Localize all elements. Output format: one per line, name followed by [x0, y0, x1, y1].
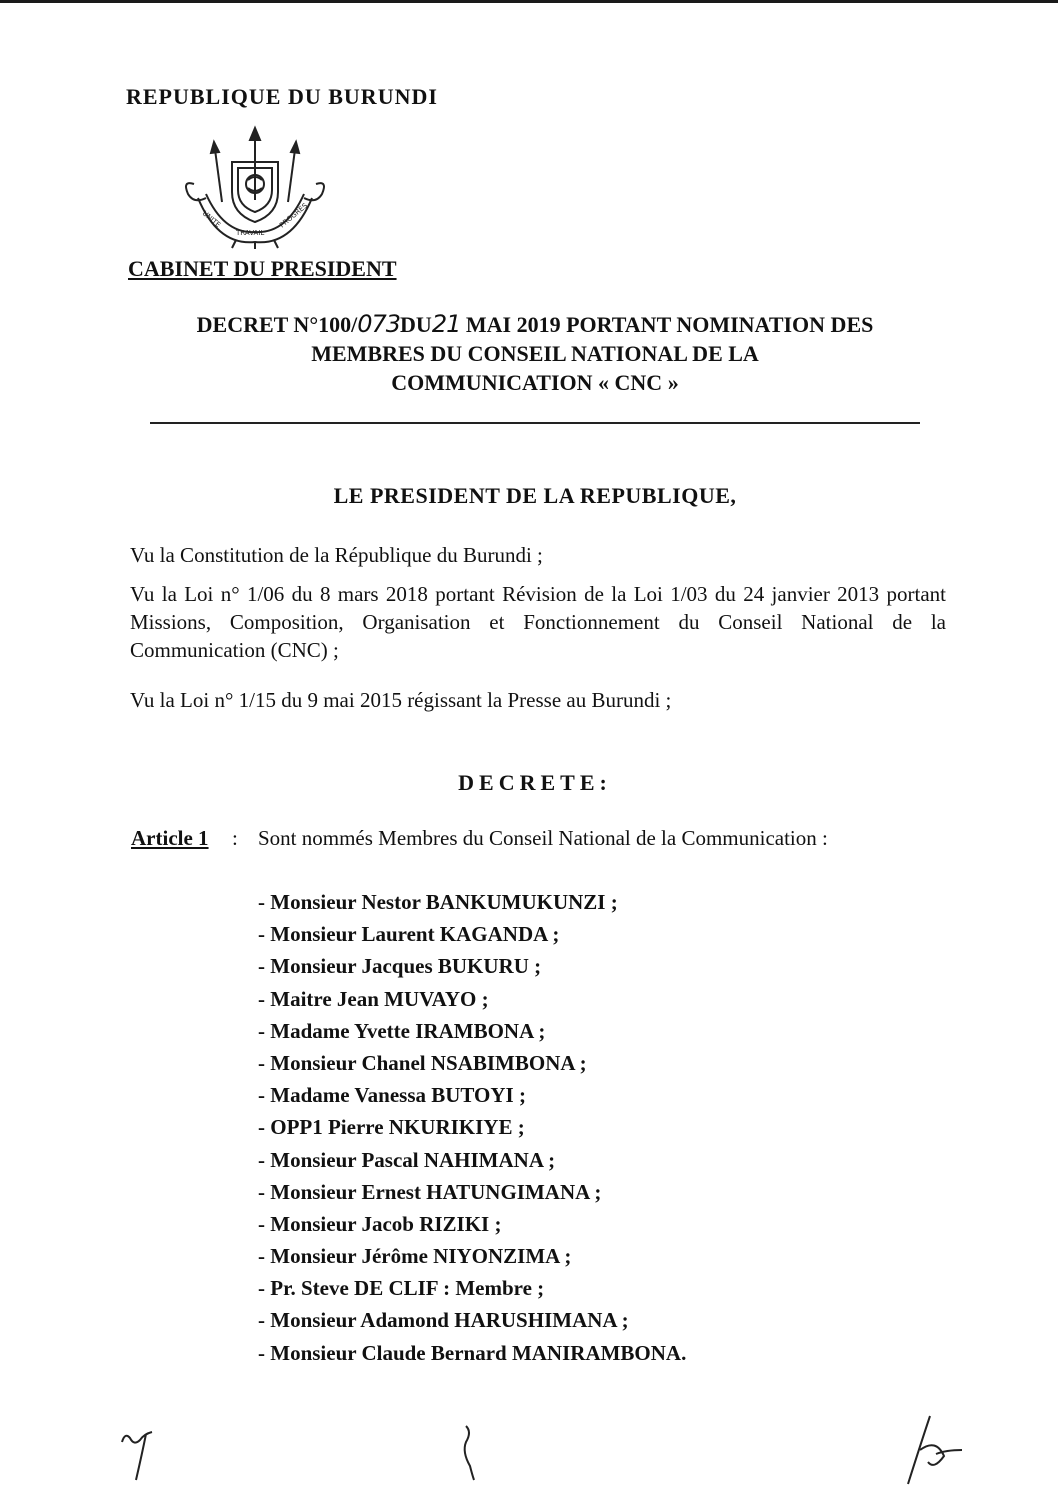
members-list	[258, 886, 686, 1369]
list-item: - Monsieur Nestor BANKUMUKUNZI ;	[258, 890, 618, 914]
scan-top-edge	[0, 0, 1058, 3]
list-item: - OPP1 Pierre NKURIKIYE ;	[258, 1115, 525, 1140]
article-1-text: Sont nommés Membres du Conseil National de la Communication :	[258, 826, 828, 850]
list-item: - Monsieur Laurent KAGANDA ;	[258, 922, 560, 947]
visa-loi-presse: Vu la Loi n° 1/15 du 9 mai 2015 régissant la Presse au Burundi ;	[130, 688, 672, 712]
list-item: - Monsieur Pascal NAHIMANA ;	[258, 1147, 556, 1172]
handwritten-decree-day: 21	[431, 310, 461, 338]
list-item: - Madame Vanessa BUTOYI ;	[258, 1083, 526, 1108]
cabinet-heading: CABINET DU PRESIDENT	[128, 256, 397, 281]
list-item: - Monsieur Jacob RIZIKI ;	[258, 1211, 502, 1236]
list-item: - Monsieur Claude Bernard MANIRAMBONA.	[258, 1340, 687, 1365]
handwritten-decree-number: 073	[357, 310, 401, 338]
article-1-colon: :	[232, 826, 238, 850]
motto-progres: PROGRES	[278, 201, 310, 230]
decree-title-line2: MEMBRES DU CONSEIL NATIONAL DE LA	[311, 341, 759, 366]
list-item: - Maitre Jean MUVAYO ;	[258, 986, 489, 1011]
decree-title-line3: COMMUNICATION « CNC »	[391, 370, 679, 395]
decree-title	[120, 310, 950, 397]
president-heading: LE PRESIDENT DE LA REPUBLIQUE,	[333, 483, 737, 508]
initials-left-icon	[112, 1420, 172, 1490]
title-divider	[150, 422, 920, 424]
visa-loi-cnc: Vu la Loi n° 1/06 du 8 mars 2018 portant Révision de la Loi 1/03 du 24 janvier 2013 portant Missions, Composition, Organisation et Fonctionnement du Conseil National de la Communication (CNC) ;	[130, 582, 946, 662]
decree-title-line1	[120, 310, 950, 339]
republic-heading: REPUBLIQUE DU BURUNDI	[126, 84, 438, 109]
coat-of-arms-icon	[176, 122, 334, 250]
list-item: - Monsieur Jacques BUKURU ;	[258, 954, 542, 979]
decree-title-rest: MAI 2019 PORTANT NOMINATION DES	[460, 312, 874, 337]
list-item: - Monsieur Jérôme NIYONZIMA ;	[258, 1244, 572, 1269]
motto-unite: UNITE	[200, 209, 223, 230]
list-item: - Monsieur Chanel NSABIMBONA ;	[258, 1050, 587, 1075]
list-item: - Pr. Steve DE CLIF : Membre ;	[258, 1276, 545, 1301]
decree-title-du: DU	[400, 312, 432, 337]
decrete-heading: DECRETE:	[458, 770, 612, 795]
motto-travail: TRAVAIL	[236, 229, 265, 237]
list-item: - Monsieur Adamond HARUSHIMANA ;	[258, 1308, 629, 1333]
initials-right-icon	[900, 1410, 970, 1490]
article-1-label: Article 1	[131, 826, 209, 850]
list-item: - Madame Yvette IRAMBONA ;	[258, 1018, 546, 1043]
list-item: - Monsieur Ernest HATUNGIMANA ;	[258, 1179, 602, 1204]
visa-constitution: Vu la Constitution de la République du Burundi ;	[130, 543, 543, 567]
initials-center-icon	[452, 1418, 482, 1488]
decree-title-prefix: DECRET N°100/	[196, 312, 358, 337]
